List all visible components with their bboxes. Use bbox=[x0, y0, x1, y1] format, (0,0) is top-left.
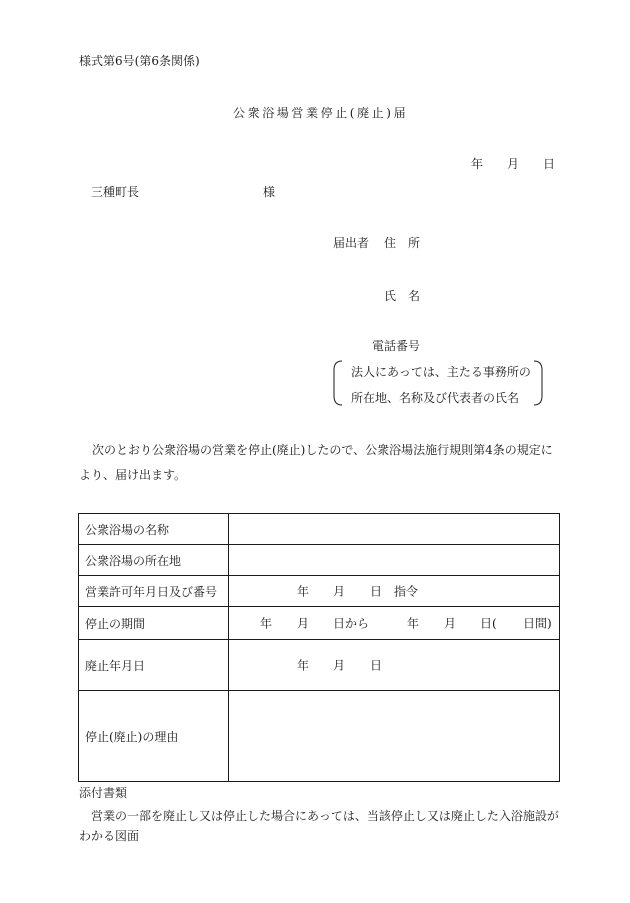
table-row bbox=[79, 576, 560, 607]
period-to-year-label: 年 bbox=[407, 616, 420, 631]
body-text-line1: 次のとおり公衆浴場の営業を停止(廃止)したので、公衆浴場法施行規則第4条の規定に bbox=[92, 443, 553, 457]
applicant-label: 届出者 bbox=[333, 236, 370, 250]
suspension-period-field[interactable] bbox=[229, 607, 560, 640]
permit-date-number-field[interactable] bbox=[229, 576, 560, 607]
period-days-label: 日間) bbox=[523, 616, 552, 631]
table-row bbox=[79, 545, 560, 576]
permit-month-label: 月 bbox=[333, 584, 346, 599]
table-row bbox=[79, 640, 560, 691]
table-row bbox=[79, 607, 560, 640]
attachment-title: 添付書類 bbox=[79, 786, 128, 800]
form-table bbox=[78, 513, 560, 782]
period-from-month-label: 月 bbox=[297, 616, 310, 631]
abolition-year-label: 年 bbox=[297, 658, 310, 673]
abolition-date-label: 廃止年月日 bbox=[79, 640, 229, 691]
permit-day-label: 日 bbox=[370, 584, 383, 599]
abolition-day-label: 日 bbox=[370, 658, 383, 673]
attachment-line1: 営業の一部を廃止し又は停止した場合にあっては、当該停止し又は廃止した入浴施設が bbox=[91, 809, 559, 823]
suspension-reason-label: 停止(廃止)の理由 bbox=[79, 691, 229, 782]
abolition-date-field[interactable] bbox=[229, 640, 560, 691]
bathhouse-location-field[interactable] bbox=[229, 545, 560, 576]
date-day-label: 日 bbox=[543, 157, 556, 171]
name-label: 氏 名 bbox=[384, 289, 421, 303]
address-label: 住 所 bbox=[384, 236, 421, 250]
period-to-month-label: 月 bbox=[444, 616, 457, 631]
corporate-note-line1: 法人にあっては、主たる事務所の bbox=[351, 365, 531, 379]
honorific: 様 bbox=[263, 185, 276, 199]
abolition-month-label: 月 bbox=[333, 658, 346, 673]
suspension-reason-field[interactable] bbox=[229, 691, 560, 782]
date-year-label: 年 bbox=[471, 157, 484, 171]
addressee: 三種町長 bbox=[91, 185, 140, 199]
corporate-note-line2: 所在地、名称及び代表者の氏名 bbox=[351, 391, 520, 405]
permit-order-label: 指令 bbox=[394, 584, 419, 599]
period-from-year-label: 年 bbox=[260, 616, 273, 631]
bathhouse-name-field[interactable] bbox=[229, 514, 560, 545]
attachment-line2: わかる図面 bbox=[79, 829, 140, 843]
permit-date-number-label: 営業許可年月日及び番号 bbox=[79, 576, 229, 607]
body-text-line2: より、届け出ます。 bbox=[79, 468, 187, 482]
period-to-day-label: 日( bbox=[480, 616, 497, 631]
form-number: 様式第6号(第6条関係) bbox=[79, 54, 200, 68]
bathhouse-name-label: 公衆浴場の名称 bbox=[79, 514, 229, 545]
period-from-day-label: 日から bbox=[333, 616, 370, 631]
date-month-label: 月 bbox=[507, 157, 520, 171]
table-row bbox=[79, 514, 560, 545]
permit-year-label: 年 bbox=[297, 584, 310, 599]
table-row bbox=[79, 691, 560, 782]
bathhouse-location-label: 公衆浴場の所在地 bbox=[79, 545, 229, 576]
suspension-period-label: 停止の期間 bbox=[79, 607, 229, 640]
phone-label: 電話番号 bbox=[372, 339, 421, 353]
document-title: 公衆浴場営業停止(廃止)届 bbox=[233, 106, 409, 120]
